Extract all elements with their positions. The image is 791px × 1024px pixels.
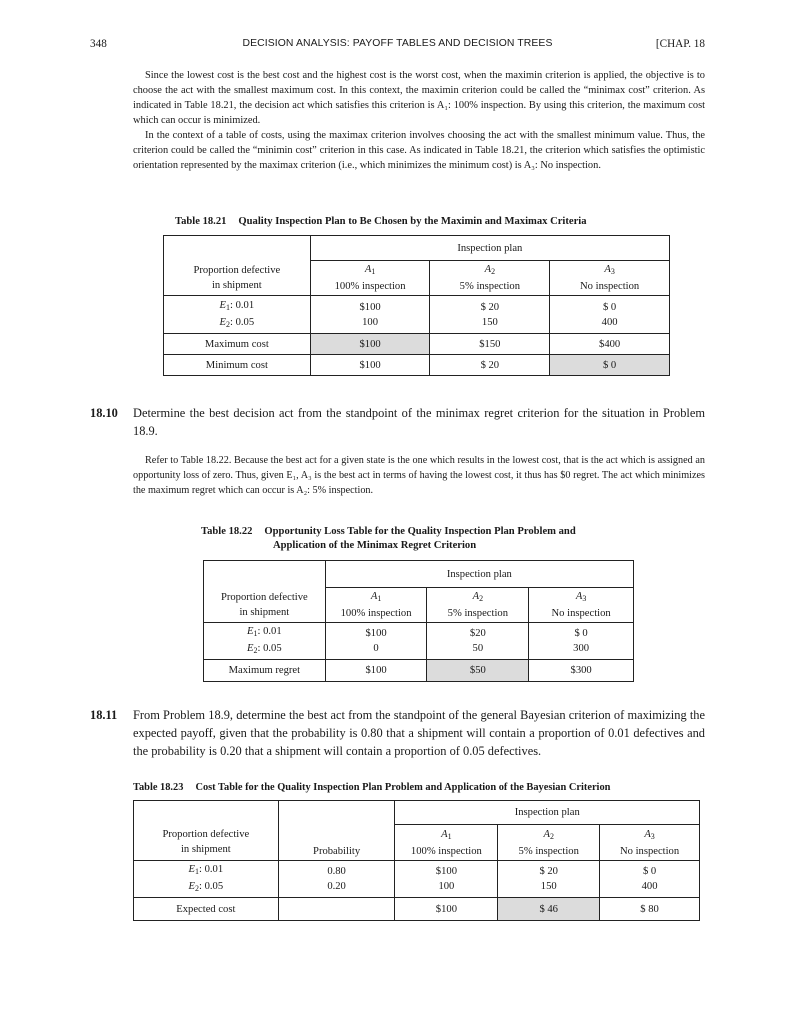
expected-cost-label: Expected cost xyxy=(134,898,279,921)
cell-a3: $ 0 400 xyxy=(550,296,670,334)
problem-text: Determine the best decision act from the standpoint of the minimax regret criterion for the situation in Problem 18.9. xyxy=(133,406,705,438)
minimum-cost-a1: $100 xyxy=(310,355,430,376)
table-18-22 xyxy=(203,560,634,682)
table-18-21-caption: Table 18.21 Quality Inspection Plan to Be Chosen by the Maximin and Maximax Criteria xyxy=(175,216,587,227)
act-a2-header: $A_2$ 5% inspection xyxy=(430,261,550,296)
problem-18-10 xyxy=(90,404,705,440)
group-header: Inspection plan xyxy=(395,801,700,825)
table-18-23-caption: Table 18.23 Cost Table for the Quality Inspection Plan Problem and Application of the Bayesian Criterion xyxy=(133,782,611,793)
group-header: Inspection plan xyxy=(325,561,633,588)
table-18-21 xyxy=(163,235,670,376)
act-a1-header: $A_1$ 100% inspection xyxy=(395,825,498,861)
cell-a1: $100 100 xyxy=(395,861,498,898)
problem-18-10-solution: Refer to Table 18.22. Because the best act for a given state is the one which results in the lowest cost, that is the act which is assigned an opportunity loss of zero. Thus, given E₁, A₃ is the best act in terms of having the lowest cost, it thus has $0 regret. The act which minimizes the maximum regret which can occur is A₂: 5% inspection. xyxy=(133,455,705,496)
maximum-cost-a1: $100 xyxy=(310,334,430,355)
cell-a3: $ 0 400 xyxy=(600,861,700,898)
maximum-cost-label: Maximum cost xyxy=(164,334,311,355)
row-header: Proportion defective in shipment xyxy=(134,825,279,861)
intro-paragraph-2: In the context of a table of costs, using the maximax criterion involves choosing the act with the smallest minimum value. Thus, the criterion could be called the “minimin cost” criterion in this case. As indicated in Table 18.21, the criterion which satisfies the optimistic orientation represented by the maximax criterion (i.e., which minimizes the minimum cost) is A₃: No inspection. xyxy=(133,130,705,171)
maximum-regret-a1: $100 xyxy=(325,660,427,682)
act-a1-header: $A_1$ 100% inspection xyxy=(325,588,427,623)
page-number: 348 xyxy=(90,38,107,50)
act-a2-header: $A_2$ 5% inspection xyxy=(427,588,529,623)
intro-paragraph-1: Since the lowest cost is the best cost and the highest cost is the worst cost, when the maximin criterion is applied, the objective is to choose the act with the smallest maximum cost. In this context, the maximin criterion could be called the “minimax cost” criterion. As indicated in Table 18.21, the decision act which satisfies this criterion is A₁: 100% inspection. By using this criterion, the maximum cost which can occur is minimized. xyxy=(133,70,705,126)
maximum-regret-label: Maximum regret xyxy=(204,660,326,682)
maximum-regret-a3: $300 xyxy=(529,660,634,682)
maximum-cost-a3: $400 xyxy=(550,334,670,355)
problem-number: 18.10 xyxy=(90,406,118,420)
probability-header: Probability xyxy=(278,825,395,861)
probability-cells: 0.80 0.20 xyxy=(278,861,395,898)
cell-a2: $20 50 xyxy=(427,623,529,660)
maximum-regret-a2: $50 xyxy=(427,660,529,682)
expected-cost-a1: $100 xyxy=(395,898,498,921)
expected-cost-probability xyxy=(278,898,395,921)
minimum-cost-a2: $ 20 xyxy=(430,355,550,376)
table-18-23 xyxy=(133,800,700,921)
running-header xyxy=(90,38,705,54)
expected-cost-a3: $ 80 xyxy=(600,898,700,921)
row-header-top xyxy=(164,236,311,261)
state-labels: $E_1$: 0.01 $E_2$: 0.05 xyxy=(164,296,311,334)
cell-a1: $100 100 xyxy=(310,296,430,334)
state-labels: $E_1$: 0.01 $E_2$: 0.05 xyxy=(204,623,326,660)
group-header: Inspection plan xyxy=(310,236,669,261)
running-title: DECISION ANALYSIS: PAYOFF TABLES AND DECISION TREES xyxy=(242,38,553,49)
state-labels: $E_1$: 0.01 $E_2$: 0.05 xyxy=(134,861,279,898)
act-a2-header: $A_2$ 5% inspection xyxy=(498,825,600,861)
minimum-cost-a3: $ 0 xyxy=(550,355,670,376)
expected-cost-a2: $ 46 xyxy=(498,898,600,921)
problem-18-11 xyxy=(90,706,705,760)
maximum-cost-a2: $150 xyxy=(430,334,550,355)
problem-number: 18.11 xyxy=(90,708,118,722)
row-header-top xyxy=(134,801,279,825)
act-a3-header: $A_3$ No inspection xyxy=(550,261,670,296)
problem-text: From Problem 18.9, determine the best act from the standpoint of the general Bayesian criterion of maximizing the expected payoff, given that the probability is 0.80 that a shipment will contain a proportion of 0.01 defectives and the probability is 0.20 that a shipment will contain a proportion of 0.05 defectives. xyxy=(133,708,705,758)
cell-a3: $ 0 300 xyxy=(529,623,634,660)
row-header: Proportion defective in shipment xyxy=(204,588,326,623)
row-header: Proportion defective in shipment xyxy=(164,261,311,296)
row-header-top xyxy=(204,561,326,588)
cell-a1: $100 0 xyxy=(325,623,427,660)
act-a1-header: $A_1$ 100% inspection xyxy=(310,261,430,296)
table-18-22-caption: Table 18.22 Opportunity Loss Table for the Quality Inspection Plan Problem and Application of the Minimax Regret Criterion xyxy=(201,526,576,551)
cell-a2: $ 20 150 xyxy=(498,861,600,898)
act-a3-header: $A_3$ No inspection xyxy=(529,588,634,623)
minimum-cost-label: Minimum cost xyxy=(164,355,311,376)
act-a3-header: $A_3$ No inspection xyxy=(600,825,700,861)
chapter-label: [CHAP. 18 xyxy=(655,38,705,50)
cell-a2: $ 20 150 xyxy=(430,296,550,334)
probability-header-top xyxy=(278,801,395,825)
